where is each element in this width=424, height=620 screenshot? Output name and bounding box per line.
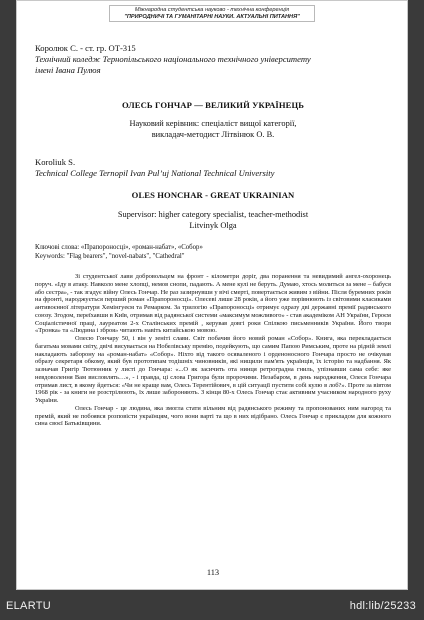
article-body <box>35 273 391 428</box>
supervisor-en-line2: Litvinyk Olga <box>189 221 237 230</box>
supervisor-en-line1: Supervisor: higher category specialist, teacher-methodist <box>117 210 309 219</box>
keywords-en: Keywords: "Flag bearers", "novel-nabats", "Cathedral" <box>35 253 185 260</box>
affiliation-en: Technical College Ternopil Ivan Pul’uj National Technical University <box>35 168 275 178</box>
body-paragraph: Олесь Гончар - це людина, яка змогла стати вільним від радянського режиму та пропонованих ним нагород та премій, який не побоявся розповісти українцям, чого вони варті та що в них відібрано. Олесь Гончар є прикладом для кожного сина своєї Батьківщини. <box>35 404 391 428</box>
affiliation-uk-line2: імені Івана Пулюя <box>35 65 101 75</box>
keywords-uk: Ключові слова: «Прапороносці», «роман-набат», «Собор» <box>35 244 203 251</box>
page-number: 113 <box>206 568 220 577</box>
repository-label: ELARTU <box>6 600 51 612</box>
author-en: Koroliuk S. <box>35 157 76 167</box>
document-page <box>16 0 408 590</box>
conference-banner <box>109 5 315 22</box>
conference-name: Міжнародна студентська науково - технічна конференція <box>134 7 290 13</box>
supervisor-uk-line2: викладач-методист Літвінюк О. В. <box>151 130 275 139</box>
author-uk: Королюк С. - ст. гр. ОТ-315 <box>35 43 136 53</box>
title-uk: ОЛЕСЬ ГОНЧАР — ВЕЛИКИЙ УКРАЇНЕЦЬ <box>121 100 305 110</box>
body-paragraph: Зі студентської лави добровольцем на фронт - кілометри доріг, два поранення та невидимий ангел-охоронець поруч. «Іду в атаку. Навколо мене хлопці, немов снопи, падають. А мене кулі не беруть. Думаю, хтось молиться за мене – бабуся або сестра», - так згадує війну Олесь Гончар. Не раз зазирнувши у вічі смерті, повертається живим з війни. Після буремних років на фронті, народжується перший роман «Прапороносці». Олесеві лише 28 років, а його уже порівнюють із світовими класиками антивоєнної літератури Хемінгуеєм та Ремарком. За трилогію «Прапороносці» отримує одразу дві державні премії радянського союзу. Згодом, переїхавши в Київ, отримав від радянської системи «максимум можливого» - став академіком АН України, Героєм Соціалістичної праці, лауреатом 2-х Сталінських премій , керував довгі роки Спілкою письменників України. Його твори «Тронка» та «Людина і зброя» читають навіть китайською мовою. <box>35 273 391 335</box>
affiliation-uk-line1: Технічний коледж Тернопільського національного технічного університету <box>35 54 311 64</box>
body-paragraph: Олесю Гончару 50, і він у зеніті слави. Світ побачив його новий роман «Собор». Книга, яка перекладається багатьма мовами світу, двічі висувається на Нобелівську премію, подейкують, що самим Папою Римським, проте на рідній землі накладають заборону на «роман-набат» «Собор». Ніхто від такого осяваленого і орденоносного Гончара просто не очікував образу секретаря обкому, який був прототипам тодішніх чиновників, які нищили пам'ять українців, їх історію та надбання. Як зазначав Григір Тютюнник у листі до Гончара: «...О як засичить ота нинця ретроградна гниль, упізнавши сама себе: яке невдоволення Вам висловлять…», - і правда, ці слова Григора були пророчими. Незабаром, в день народження, Олеся Гончара отримав лист, в якому йдеться: «Чи не краще вам, Олесь Терентійович, в цій ситуації пустити собі кулю в лоб?». Проте за вівтом 1968 рік - за книги не розстрілюють, їх лише забороняють. З кінця 80-х Олесь Гончар стає активним учасником народного руху України. <box>35 335 391 404</box>
conference-theme: "ПРИРОДНИЧІ ТА ГУМАНІТАРНІ НАУКИ. АКТУАЛЬНІ ПИТАННЯ" <box>124 14 300 21</box>
handle-identifier: hdl:lib/25233 <box>349 600 416 612</box>
title-en: OLES HONCHAR - GREAT UKRAINIAN <box>131 190 295 200</box>
supervisor-uk-line1: Науковий керівник: спеціаліст вищої категорії, <box>129 119 297 128</box>
